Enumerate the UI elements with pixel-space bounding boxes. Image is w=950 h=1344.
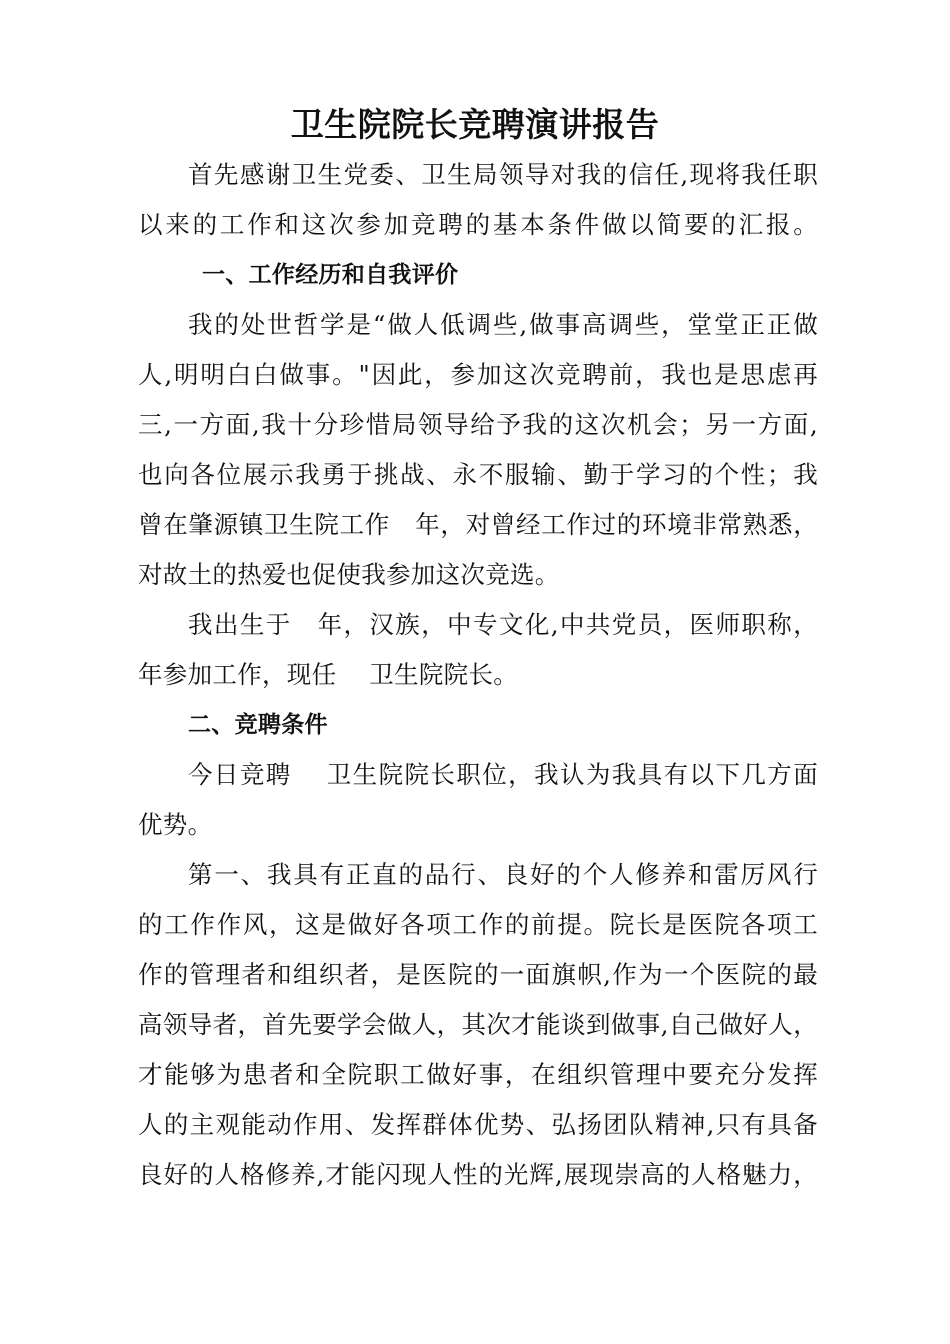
section-heading-2: 二、竞聘条件 — [188, 712, 328, 738]
paragraph-line: 三,一方面,我十分珍惜局领导给予我的这次机会；另一方面, — [138, 410, 818, 439]
paragraph-line: 的工作作风，这是做好各项工作的前提。院长是医院各项工 — [138, 910, 818, 939]
paragraph-line: 才能够为患者和全院职工做好事，在组织管理中要充分发挥 — [138, 1060, 818, 1089]
paragraph-line: 今日竞聘 卫生院院长职位，我认为我具有以下几方面 — [188, 760, 818, 789]
paragraph-line: 第一、我具有正直的品行、良好的个人修养和雷厉风行 — [188, 860, 818, 889]
paragraph-line: 以来的工作和这次参加竞聘的基本条件做以简要的汇报。 — [138, 210, 818, 239]
paragraph-line: 优势。 — [138, 810, 213, 839]
paragraph-line: 曾在肇源镇卫生院工作 年，对曾经工作过的环境非常熟悉， — [138, 510, 818, 539]
document-title: 卫生院院长竞聘演讲报告 — [290, 105, 660, 144]
paragraph-line: 我出生于 年，汉族，中专文化,中共党员，医师职称， — [188, 610, 818, 639]
paragraph-line: 年参加工作，现任 卫生院院长。 — [138, 660, 519, 689]
paragraph-line: 良好的人格修养,才能闪现人性的光辉,展现崇高的人格魅力， — [138, 1160, 818, 1189]
section-heading-1: 一、工作经历和自我评价 — [202, 262, 459, 288]
paragraph-line: 人,明明白白做事。"因此，参加这次竞聘前，我也是思虑再 — [138, 360, 818, 389]
paragraph-line: 对故土的热爱也促使我参加这次竞选。 — [138, 560, 560, 589]
paragraph-line: 人的主观能动作用、发挥群体优势、弘扬团队精神,只有具备 — [138, 1110, 818, 1139]
paragraph-line: 我的处世哲学是“做人低调些,做事高调些，堂堂正正做 — [188, 310, 818, 339]
paragraph-line: 作的管理者和组织者，是医院的一面旗帜,作为一个医院的最 — [138, 960, 818, 989]
paragraph-line: 高领导者，首先要学会做人，其次才能谈到做事,自己做好人， — [138, 1010, 818, 1039]
paragraph-line: 也向各位展示我勇于挑战、永不服输、勤于学习的个性；我 — [138, 460, 818, 489]
paragraph-line: 首先感谢卫生党委、卫生局领导对我的信任,现将我任职 — [188, 160, 818, 189]
